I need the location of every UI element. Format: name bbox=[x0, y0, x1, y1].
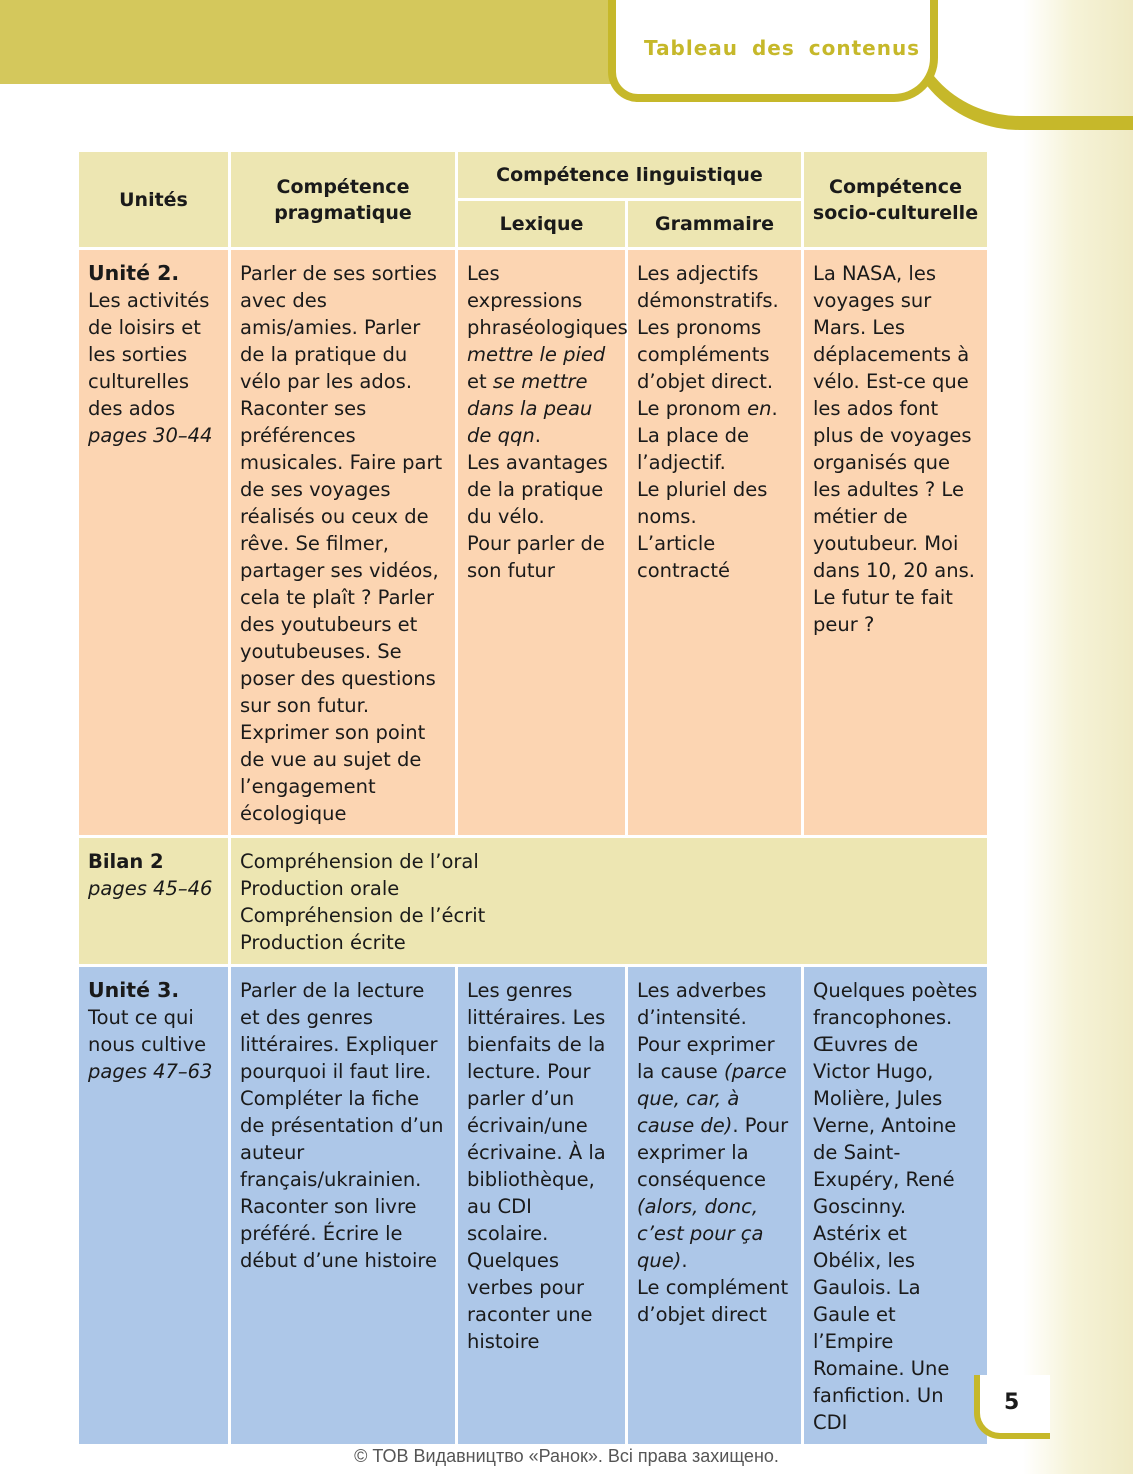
unit-2-grammaire-line-2: Les pronoms compléments d’objet direct. bbox=[637, 316, 774, 393]
header-lexique: Lexique bbox=[457, 200, 627, 249]
bilan-2-pages: pages 45–46 bbox=[88, 877, 213, 900]
table-row-unit-3 bbox=[78, 966, 989, 1446]
unit-2-grammaire-line-1: Les adjectifs démonstratifs. bbox=[637, 262, 779, 312]
bilan-2-name: Bilan 2 bbox=[88, 850, 164, 873]
unit-3-grammaire-line-2e: . bbox=[681, 1249, 688, 1272]
table-row-bilan-2 bbox=[78, 837, 989, 966]
copyright-notice: © ТОВ Видавництво «Ранок». Всі права захищено. bbox=[354, 1446, 779, 1466]
unit-3-pages: pages 47–63 bbox=[88, 1060, 213, 1083]
bilan-2-items bbox=[230, 837, 989, 966]
bilan-2-cell bbox=[78, 837, 230, 966]
bilan-2-item: Production orale bbox=[240, 877, 400, 900]
unit-2-socio: La NASA, les voyages sur Mars. Les déplacements à vélo. Est-ce que les ados font plus de voyages organisés que les adultes ? Le métier de youtubeur. Moi dans 10, 20 ans. Le futur te fait peur ? bbox=[803, 249, 989, 837]
unit-2-lexique-italic-1: mettre le pied bbox=[467, 343, 606, 366]
unit-3-grammaire-line-1: Les adverbes d’intensité. bbox=[637, 979, 767, 1029]
unit-3-pragmatique: Parler de la lecture et des genres littéraires. Expliquer pourquoi il faut lire. Compléter la fiche de présentation d’un auteur français/ukrainien. Raconter son livre préféré. Écrire le début d’une histoire bbox=[230, 966, 457, 1446]
unit-2-grammaire-line-5: Le pluriel des noms. bbox=[637, 478, 768, 528]
unit-2-pragmatique: Parler de ses sorties avec des amis/amies. Parler de la pratique du vélo par les ados. Raconter ses préférences musicales. Faire part de ses voyages réalisés ou ceux de rêve. Se filmer, partager ses vidéos, cela te plaît ? Parler des youtubeurs et youtubeuses. Se poser des questions sur son futur. Exprimer son point de vue au sujet de l’engagement écologique bbox=[230, 249, 457, 837]
header-linguistique: Compétence linguistique bbox=[457, 151, 803, 200]
header-units: Unités bbox=[78, 151, 230, 249]
unit-2-grammaire-line-4: La place de l’adjectif. bbox=[637, 424, 750, 474]
header-band bbox=[0, 0, 640, 84]
unit-3-grammaire bbox=[627, 966, 803, 1446]
unit-2-cell bbox=[78, 249, 230, 837]
unit-3-grammaire-line-2b: (parce que, car, à cause de) bbox=[637, 1060, 787, 1137]
unit-2-lexique-text-5: Pour parler de son futur bbox=[467, 532, 605, 582]
decorative-side-band bbox=[1023, 0, 1133, 1474]
page-header-title: Tableau des contenus bbox=[644, 36, 921, 60]
unit-3-name: Unité 3. bbox=[88, 978, 180, 1002]
unit-2-grammaire-line-3c: . bbox=[771, 397, 778, 420]
unit-2-lexique bbox=[457, 249, 627, 837]
unit-2-grammaire-line-3b: en bbox=[747, 397, 772, 420]
bilan-2-item: Compréhension de l’écrit bbox=[240, 904, 486, 927]
unit-2-grammaire bbox=[627, 249, 803, 837]
unit-2-grammaire-line-6: L’article contracté bbox=[637, 532, 730, 582]
unit-2-grammaire-line-3a: Le pronom bbox=[637, 397, 741, 420]
unit-2-lexique-text-4: Les avantages de la pratique du vélo. bbox=[467, 451, 608, 528]
contents-table bbox=[76, 149, 990, 1447]
unit-3-grammaire-line-3: Le complément d’objet direct bbox=[637, 1276, 789, 1326]
unit-2-lexique-text-3: . bbox=[534, 424, 541, 447]
bilan-2-item: Compréhension de l’oral bbox=[240, 850, 479, 873]
page-number: 5 bbox=[1004, 1390, 1020, 1415]
unit-3-grammaire-line-2a: Pour exprimer la cause bbox=[637, 1033, 775, 1083]
table-header-row bbox=[78, 151, 989, 200]
unit-3-lexique: Les genres littéraires. Les bienfaits de la lecture. Pour parler d’un écrivain/une écrivaine. À la bibliothèque, au CDI scolaire. Quelques verbes pour raconter une histoire bbox=[457, 966, 627, 1446]
unit-3-cell bbox=[78, 966, 230, 1446]
unit-3-grammaire-line-2d: (alors, donc, c’est pour ça que) bbox=[637, 1195, 764, 1272]
unit-2-title: Les activités de loisirs et les sorties culturelles des ados bbox=[88, 289, 210, 420]
bilan-2-item: Production écrite bbox=[240, 931, 406, 954]
unit-2-lexique-italic-2: se mettre dans la peau de qqn bbox=[467, 370, 593, 447]
unit-3-grammaire-line-2c: . Pour exprimer la conséquence bbox=[637, 1114, 789, 1191]
unit-2-name: Unité 2. bbox=[88, 261, 180, 285]
header-pragmatique: Compétence pragmatique bbox=[230, 151, 457, 249]
unit-3-socio: Quelques poètes francophones. Œuvres de Victor Hugo, Molière, Jules Verne, Antoine de Saint-Exupéry, René Goscinny. Astérix et Obélix, les Gaulois. La Gaule et l’Empire Romaine. Une fanfiction. Un CDI bbox=[803, 966, 989, 1446]
unit-3-title: Tout ce qui nous cultive bbox=[88, 1006, 207, 1056]
unit-2-grammaire-line-3 bbox=[637, 395, 793, 422]
header-grammaire: Grammaire bbox=[627, 200, 803, 249]
unit-2-lexique-text-2: et bbox=[467, 370, 487, 393]
header-socio-culturelle: Compétence socio-culturelle bbox=[803, 151, 989, 249]
unit-2-lexique-text-1: Les expressions phraséologiques bbox=[467, 262, 628, 339]
table-row-unit-2 bbox=[78, 249, 989, 837]
unit-2-pages: pages 30–44 bbox=[88, 424, 213, 447]
